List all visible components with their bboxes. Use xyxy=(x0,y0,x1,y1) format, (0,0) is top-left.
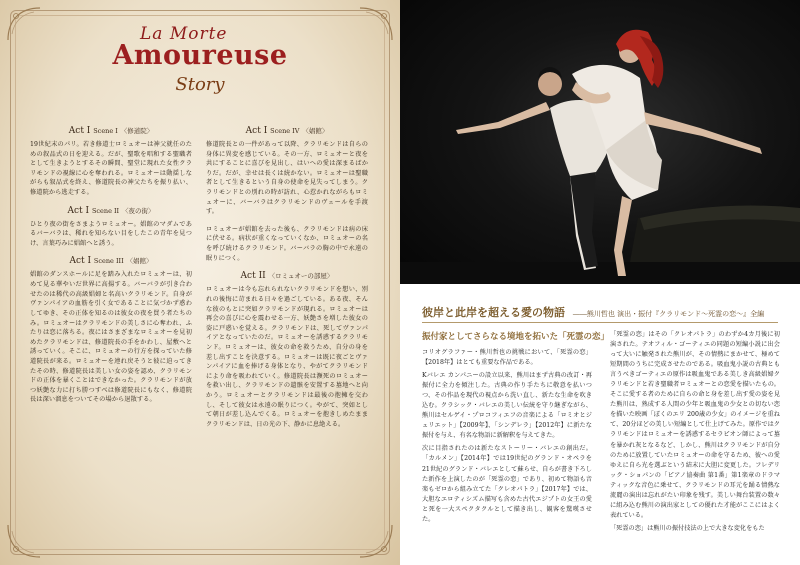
title-divider xyxy=(422,322,778,323)
essay-page xyxy=(400,0,800,565)
essay-column-left xyxy=(422,330,610,528)
essay-paragraph: 「死霊の恋」はその「クレオパトラ」のわずか4カ月後に初演された。テオフィル・ゴーティエの同題の短編小説に出会って大いに触発された熊川が、その情熱にまかせて、極めて短期間のうちに完成させたのである。吸血鬼小説の古典とも言うべきゴーティエの原作は吸血鬼である美しき高級娼婦クラリモンドと若き聖職者ロミュオーとの恋愛を描いたもの。そこに愛する者のために自らの命と身を差し出す愛の姿を見た熊川は、熟成する人間の少年と吸血鬼の少女との切ない恋を描いた映画「ぼくのエリ 200歳の少女」のイメージを重ねて、20分ほどの美しい短編として仕上げてみた。原作ではクラリモンドはロミュオーを誘惑するセラピオン師によって墓を暴かれ灰となるなど、しかし、熊川はクラリモンドが自分のために放置していたロミュオーの命を守るため、彼への愛ゆえに自ら光を選ぶという結末に大胆に変更した。フレデリック・ショパンの「ピアノ協奏曲 第1番」第1楽章のドラマティックな音色に乗せて、クラリモンドの耳元を踊る情熱な流麗の演出は忘れがたい印象を残す。美しい舞台装置の数々に組み込む熊川の演出家としての優れた才能がここにはよく表れている。 xyxy=(610,331,780,519)
act-section xyxy=(206,225,368,263)
essay-title-sub: ――熊川哲也 演出・振付『クラリモンド〜死霊の恋〜』全編 xyxy=(572,310,765,318)
act-heading: Act II 〈ロミュオーの部屋〉 xyxy=(240,271,334,282)
corner-ornament-icon xyxy=(4,4,44,44)
act-text: ロミュオーは今も忘れられないクラリモンドを想い、別れの後悔に苛まれる日々を過ごしている。ある夜、そんな彼のもとに突如クラリモンドが現れる。ロミュオーは再会の喜びに心を震わせる一方、妖艶さを増した彼女の姿に戸惑いを覚える。クラリモンドは、死してヴァンパイアとなっていたのだ。ロミュオーを誘惑するクラリモンド。ロミュオーは、彼女の命を救うため、自分の身を差し出すことを決意する。ロミュオーは既に夜ごとヴァンパイアに血を捧げる身体となり、やがてクラリモンドにより命を吸われていく。修道院長は瀕死のロミュオーを救い出し、クラリモンドの遺骸を安置する墓地へと向かう。ロミュオーとクラリモンドは最後の抱擁を交わし、そして彼女は永遠の眠りにつく。やがて、突如として朝日が差し込んでくる。ロミュオーを抱きしめたままクラリモンドは、日の光の下、静かに息絶える。 xyxy=(206,286,368,428)
story-column-right xyxy=(206,126,368,437)
act-heading: Act I Scene II 〈夜の街〉 xyxy=(67,205,155,216)
act-heading: Act I Scene III 〈娼館〉 xyxy=(69,256,153,267)
act-text: 19世紀末のパリ。若き修道士ロミュオーは神父就任のための叙品式の日を迎える。だが、聖歌を唱和する聖職者として生きようとするその瞬間、聖堂に現れた女性クラリモンドの視線に心を奪われる。ロミュオーは動揺しながらも叙品式を終え、修道院長の神父たちを振り払い、修道院から逃走する。 xyxy=(30,141,192,197)
essay-title: 彼岸と此岸を超える愛の物語 ――熊川哲也 演出・振付『クラリモンド〜死霊の恋〜』全編 xyxy=(422,306,765,319)
title-logo xyxy=(100,24,300,104)
act-section xyxy=(30,256,192,405)
logo-la-morte: La Morte xyxy=(140,24,228,44)
act-text: 修道院長との一件があって以降、クラリモンドは自らの身体に異変を感じている。その一方、ロミュオーと夜を共にすることに喜びを見出し、はいへの愛は深まるばかりだ。だが、幸せは長くは続かない。ロミュオーは聖職者として生きるという自身の使命を見失ってしまう。クラリモンドとの別れの時が訪れ、心惹かれながらもロミュオーに、バーバラはクラリモンドのヴェールを手渡す。 xyxy=(206,141,368,216)
essay-paragraph: 次に目指されたのは新たなストーリー・バレエの創出だ。「カルメン」【2014年】では19世紀のグランド・オペラを21世紀のグランド・バレエとして蘇らせ、自らが書き下ろした新作を上演したのが「死霊の恋」であり、初めて物語も音楽もゼロから組み立てた「クレオパトラ」【2017年】では、大胆なエロティシズム描写も含めた古代エジプトの女王の愛と死を一大スペクタクルとして描き出し、観客を驚嘆させた。 xyxy=(422,445,592,523)
dance-photo xyxy=(400,0,800,284)
logo-story: Story xyxy=(175,74,225,95)
act-section xyxy=(30,206,192,249)
story-column-left xyxy=(30,126,192,413)
dancers-illustration xyxy=(400,0,800,284)
essay-column-right xyxy=(610,330,780,537)
act-text: 娼館のダンスホールに足を踏み入れたロミュオーは、初めて見る華やいだ世界に高揚する。バーバラが引き合わせたのは稀代の高級娼婦と名高いクラリモンド。自身がヴァンパイアの血筋を引く女であることに気づかず惑わしてゆき、その正体を知るのは彼女の夜を買う者たちのみ。ロミュオーはクラリモンドの美しさに心奪われ、ふたりは恋に落ちる。夜にはさまざまなロミュオーを見初めたクラリモンドは、修道院長の手をかわし、屋敷へと誘っていく。そこに、ロミュオーの行方を探っていた修道院長が来る。ロミュオーを連れ戻そうと彼に迫ってきたその時、修道院長は美しい女の姿を認め、クラリモンドの正体を暴くことはできなかった。クラリモンドが放つ妖艶な力に打ち勝つすべは修道院長にもなく、修道院長は深い溜息をついてその場から退散する。 xyxy=(30,271,192,404)
act-heading: Act I Scene IV 〈娼館〉 xyxy=(245,126,329,136)
act-heading: Act I Scene I 〈修道院〉 xyxy=(68,126,154,136)
corner-ornament-icon xyxy=(356,4,396,44)
corner-ornament-icon xyxy=(356,521,396,561)
essay-paragraph: コリオグラファー・熊川哲也の挑戦において、「死霊の恋」【2018年】はとても重要な作品である。 xyxy=(422,349,592,367)
act-text: ロミュオーが娼館を去った後も、クラリモンドは病の床に伏せる。病状が重くなっていくなか、ロミュオーの名を呼び続けるクラリモンド。バーバラの胸の中で永遠の眠りにつく。 xyxy=(206,225,368,262)
act-section xyxy=(30,126,192,198)
act-section xyxy=(206,271,368,429)
act-text: ひとり夜の街をさまようロミュオー。娼館のマダムであるバーバラは、稀れを知らない目をしたこの青年を見つけ、言葉巧みに娼館へと誘う。 xyxy=(30,220,192,247)
essay-subheading: 振付家としてさらなる境地を拓いた「死霊の恋」 xyxy=(422,332,610,342)
act-section xyxy=(206,126,368,217)
essay-paragraph: Kバレエ カンパニーの設立以来、熊川はまず古典の改訂・再振付に全力を傾注した。古典の作り手たちに敬意を払いつつ、その作品を現代の視点から洗い直し、新たな生命を吹き込む。クラシック・バレエの美しい伝統を守り継ぎながら、熊川はセルゲイ・プロコフィエフの音楽による「ロミオとジュリエット」【2009年】、「シンデレラ」【2012年】に新たな振付を与え、有名な物語に新解釈を与えてきた。 xyxy=(422,372,592,440)
corner-ornament-icon xyxy=(4,521,44,561)
essay-paragraph: 「死霊の恋」は熊川の振付技法の上で大きな変化をもた xyxy=(610,524,765,532)
logo-amoureuse: Amoureuse xyxy=(112,40,288,71)
